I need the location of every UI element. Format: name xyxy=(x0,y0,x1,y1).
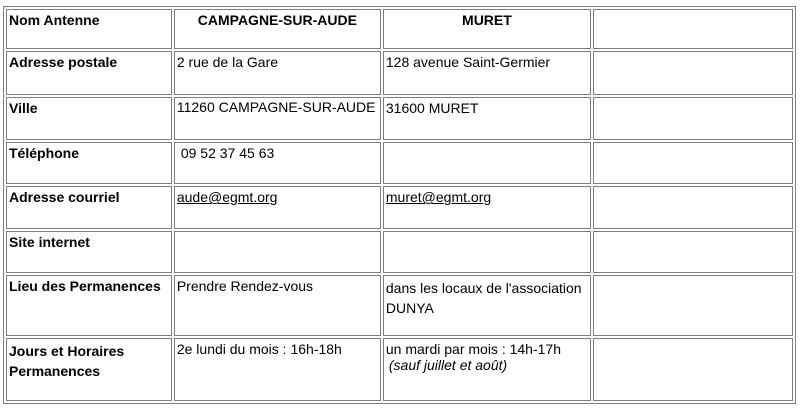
cell-campagne: 2 rue de la Gare xyxy=(174,51,381,96)
row-label: Ville xyxy=(6,97,172,140)
email-link-muret[interactable]: muret@egmt.org xyxy=(385,189,492,206)
cell-campagne: Prendre Rendez-vous xyxy=(174,275,381,336)
cell-muret: 31600 MURET xyxy=(383,97,591,140)
cell-campagne: 11260 CAMPAGNE-SUR-AUDE xyxy=(174,97,381,140)
cell-empty xyxy=(593,186,793,229)
cell-muret: dans les locaux de l'association DUNYA xyxy=(383,275,591,336)
cell-campagne xyxy=(174,231,381,274)
table-row-horaires xyxy=(6,338,793,401)
table-header-row xyxy=(6,9,793,49)
cell-empty xyxy=(593,51,793,96)
table-row-lieu xyxy=(6,275,793,336)
cell-campagne: 09 52 37 45 63 xyxy=(174,142,381,185)
cell-empty xyxy=(593,142,793,185)
cell-muret xyxy=(383,338,591,401)
cell-empty xyxy=(593,338,793,401)
antennes-table xyxy=(3,6,796,404)
row-label: Adresse postale xyxy=(6,51,172,96)
table-row-adresse xyxy=(6,51,793,96)
cell-campagne xyxy=(174,186,381,229)
header-campagne: CAMPAGNE-SUR-AUDE xyxy=(174,9,381,49)
table-row-courriel xyxy=(6,186,793,229)
horaires-muret: un mardi par mois : 14h-17h xyxy=(385,341,561,358)
cell-muret xyxy=(383,186,591,229)
cell-empty xyxy=(593,231,793,274)
row-label: Site internet xyxy=(6,231,172,274)
horaires-muret-note: (sauf juillet et août) xyxy=(388,357,508,374)
table-row-site xyxy=(6,231,793,274)
cell-muret xyxy=(383,231,591,274)
table-row-ville xyxy=(6,97,793,140)
table-row-telephone xyxy=(6,142,793,185)
cell-empty xyxy=(593,275,793,336)
header-nom-antenne: Nom Antenne xyxy=(6,9,172,49)
row-label: Adresse courriel xyxy=(6,186,172,229)
email-link-campagne[interactable]: aude@egmt.org xyxy=(176,189,278,206)
row-label: Lieu des Permanences xyxy=(6,275,172,336)
row-label: Téléphone xyxy=(6,142,172,185)
header-muret: MURET xyxy=(383,9,591,49)
cell-muret xyxy=(383,142,591,185)
cell-campagne: 2e lundi du mois : 16h-18h xyxy=(174,338,381,401)
cell-empty xyxy=(593,97,793,140)
header-empty xyxy=(593,9,793,49)
cell-muret: 128 avenue Saint-Germier xyxy=(383,51,591,96)
row-label: Jours et Horaires Permanences xyxy=(6,338,172,401)
